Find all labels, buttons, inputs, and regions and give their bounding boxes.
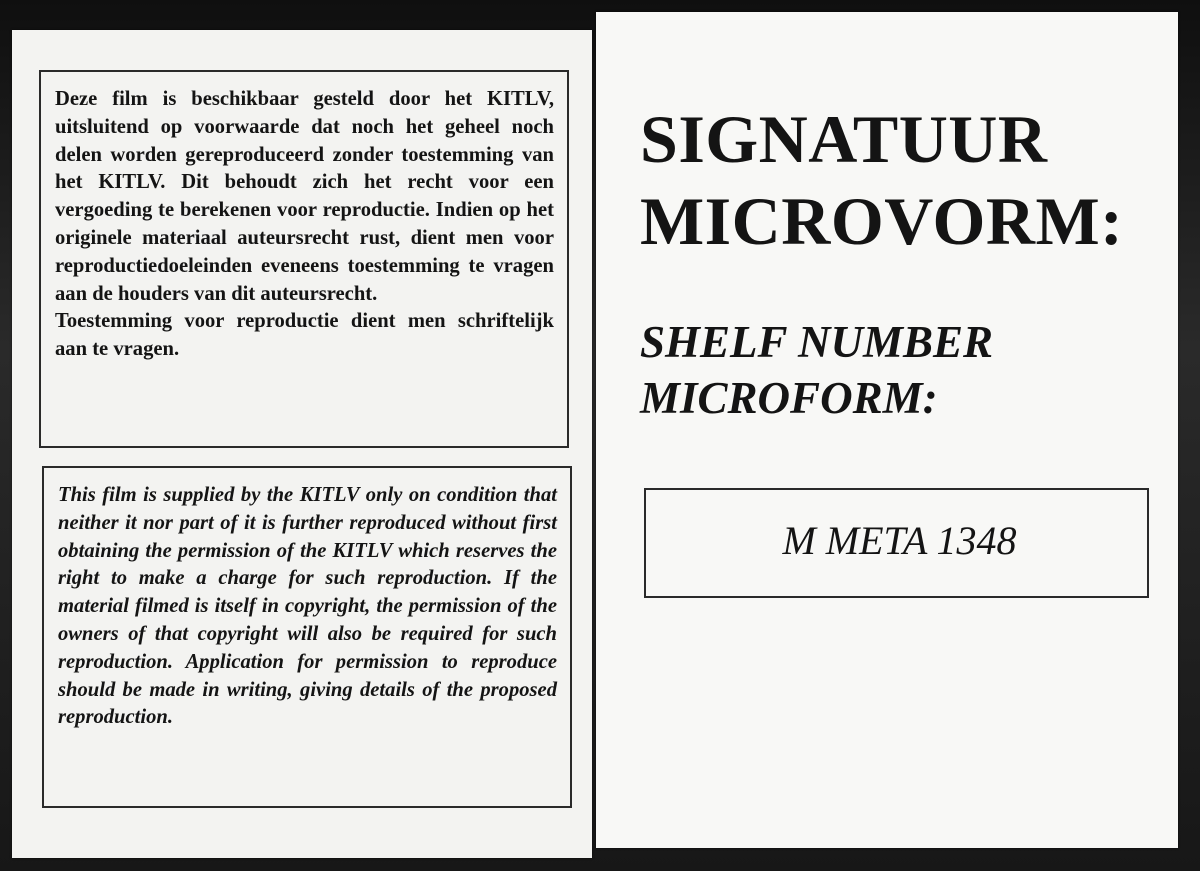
shelfmark-value: M META 1348 — [782, 517, 1017, 563]
shelfmark-box — [644, 488, 1149, 598]
english-notice-text: This film is supplied by the KITLV only on condition that neither it nor part of it is further reproduced without first obtaining the permission of the KITLV which reserves the right to make a charge for such reproduction. If the material filmed is itself in copyright, the permission of the owners of that copyright will also be required for such reproduction. Application for permission to reproduce should be made in writing, giving details of the proposed reproduction. — [58, 484, 557, 729]
dutch-notice-text: Deze film is beschikbaar gesteld door het KITLV, uitsluitend op voorwaarde dat noch het geheel noch delen worden gereproduceerd zonder toestemming van het KITLV. Dit behoudt zich het recht voor een vergoeding te berekenen voor reproductie. Indien op het originele materiaal auteursrecht rust, dient men voor reproductiedoeleinden eveneens toestemming te vragen aan de houders van dit auteursrecht. Toestemming voor reproductie dient men schriftelijk aan te vragen. — [55, 88, 554, 361]
shelf-number-card — [596, 12, 1178, 848]
notice-card — [12, 30, 592, 858]
dutch-notice-box — [39, 70, 569, 448]
signatuur-heading: SIGNATUUR MICROVORM: — [640, 101, 1124, 259]
english-notice-box — [42, 466, 572, 808]
shelf-number-heading: SHELF NUMBER MICROFORM: — [640, 317, 994, 423]
